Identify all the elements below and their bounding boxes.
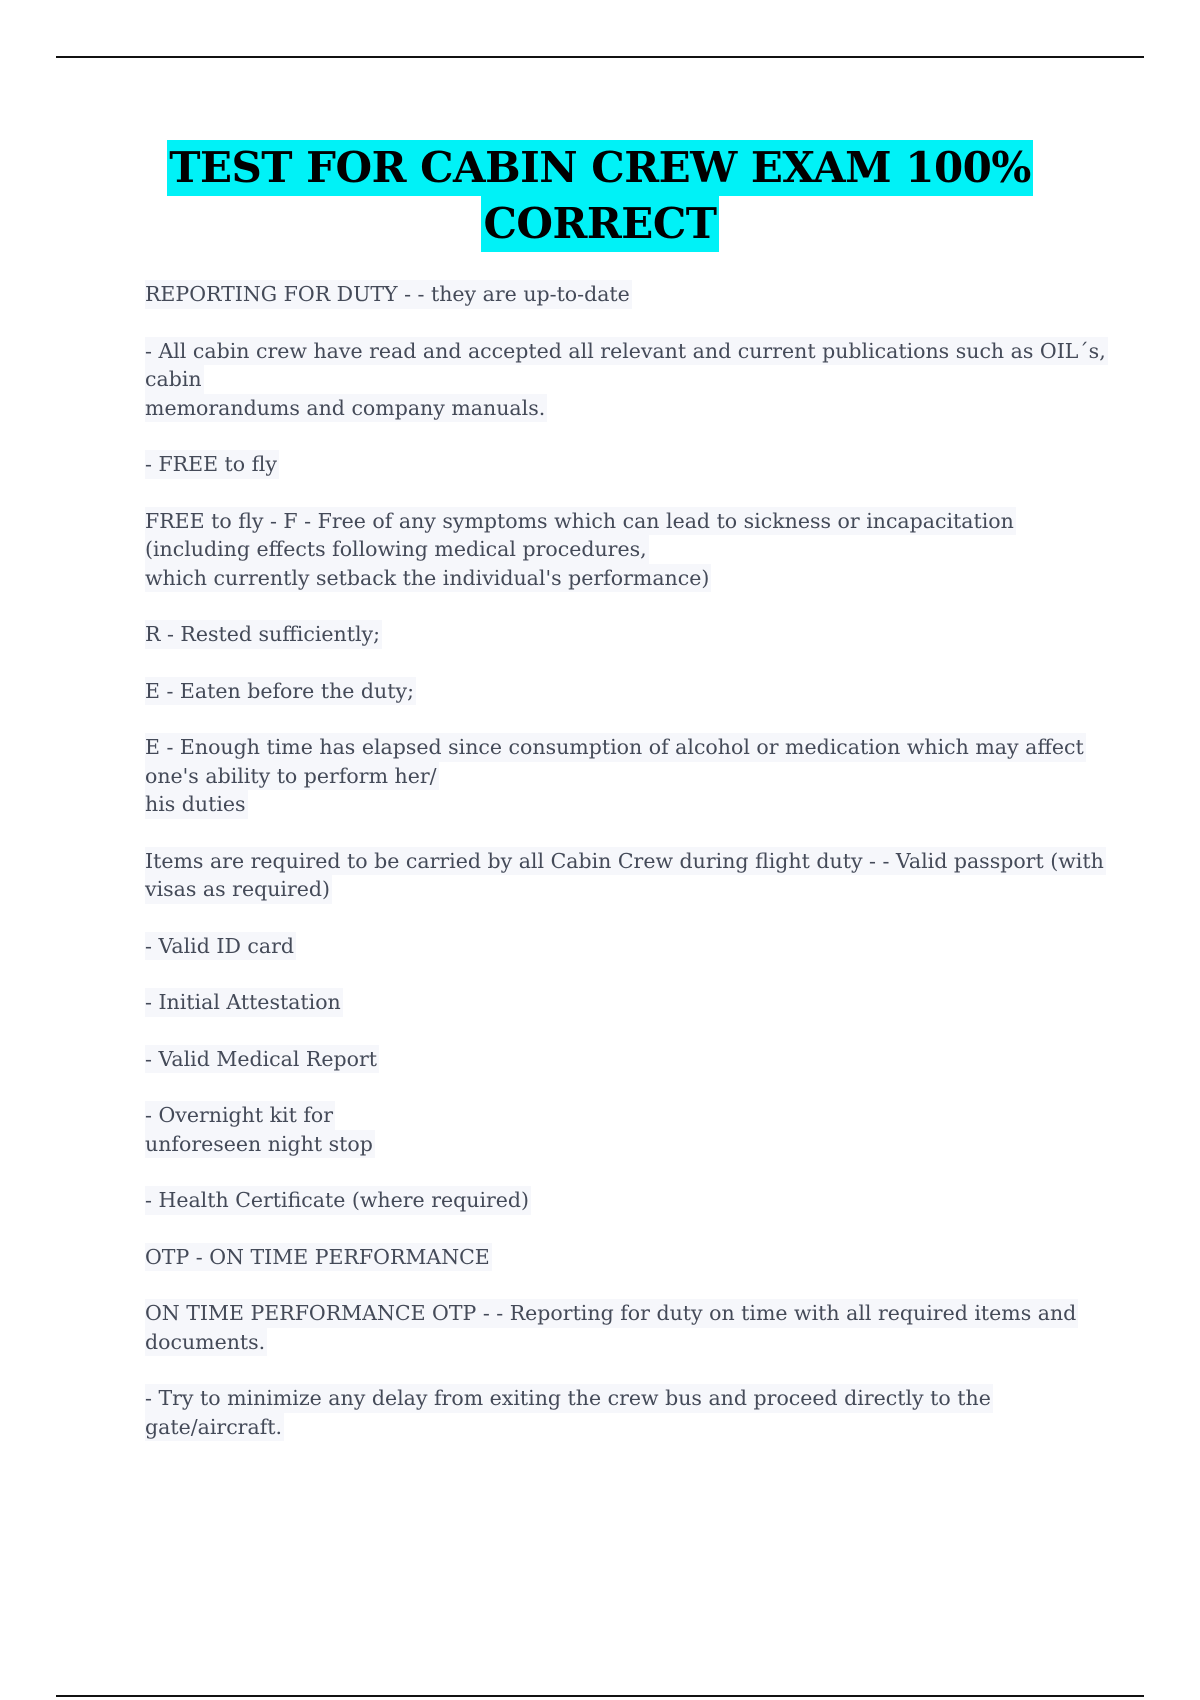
paragraph-line: his duties	[145, 790, 248, 819]
paragraph	[145, 847, 1104, 904]
paragraph	[145, 1299, 1095, 1356]
paragraph-line: - Valid ID card	[145, 932, 296, 961]
paragraph-line: - Try to minimize any delay from exiting the crew bus and proceed directly to the	[145, 1384, 993, 1413]
top-rule	[56, 56, 1144, 58]
paragraph-line: FREE to fly - F - Free of any symptoms which can lead to sickness or incapacitation	[145, 507, 1016, 536]
title-line-1: TEST FOR CABIN CREW EXAM 100%	[167, 140, 1033, 196]
paragraph-line: ON TIME PERFORMANCE OTP - - Reporting for duty on time with all required items and	[145, 1299, 1078, 1328]
title-line-2: CORRECT	[481, 196, 718, 252]
paragraph	[145, 1101, 1095, 1158]
paragraph-line: - All cabin crew have read and accepted all relevant and current publications such as OIL´s,	[145, 337, 1108, 366]
paragraph-line: visas as required)	[145, 875, 332, 904]
paragraph	[145, 1045, 1095, 1074]
paragraph	[145, 1243, 1095, 1272]
paragraph	[145, 677, 1095, 706]
paragraph-line: - Health Certificate (where required)	[145, 1186, 531, 1215]
paragraph	[145, 1384, 1095, 1441]
paragraph-line: R - Rested sufficiently;	[145, 620, 382, 649]
paragraph-line: cabin	[145, 365, 204, 394]
paragraph-line: E - Enough time has elapsed since consumption of alcohol or medication which may affect	[145, 733, 1086, 762]
paragraph	[145, 932, 1095, 961]
paragraph	[145, 507, 1095, 593]
paragraph-line: - Initial Attestation	[145, 988, 343, 1017]
paragraph-line: - Valid Medical Report	[145, 1045, 379, 1074]
paragraph	[145, 337, 1106, 423]
bottom-rule	[56, 1695, 1144, 1697]
document-body	[145, 280, 1106, 1469]
document-title	[0, 140, 1200, 252]
paragraph-line: one's ability to perform her/	[145, 762, 439, 791]
paragraph-line: memorandums and company manuals.	[145, 394, 547, 423]
paragraph-line: OTP - ON TIME PERFORMANCE	[145, 1243, 492, 1272]
paragraph-line: Items are required to be carried by all Cabin Crew during flight duty - - Valid passport (with	[145, 847, 1106, 876]
paragraph	[145, 450, 1095, 479]
paragraph	[145, 733, 1095, 819]
paragraph	[145, 988, 1095, 1017]
paragraph	[145, 280, 1095, 309]
paragraph-line: unforeseen night stop	[145, 1130, 375, 1159]
paragraph-line: (including effects following medical procedures,	[145, 535, 649, 564]
paragraph-line: documents.	[145, 1328, 267, 1357]
paragraph-line: gate/aircraft.	[145, 1413, 284, 1442]
paragraph-line: REPORTING FOR DUTY - - they are up-to-date	[145, 280, 632, 309]
paragraph-line: - FREE to fly	[145, 450, 279, 479]
paragraph	[145, 620, 1095, 649]
paragraph-line: which currently setback the individual's performance)	[145, 564, 711, 593]
paragraph-line: E - Eaten before the duty;	[145, 677, 416, 706]
paragraph	[145, 1186, 1095, 1215]
paragraph-line: - Overnight kit for	[145, 1101, 335, 1130]
